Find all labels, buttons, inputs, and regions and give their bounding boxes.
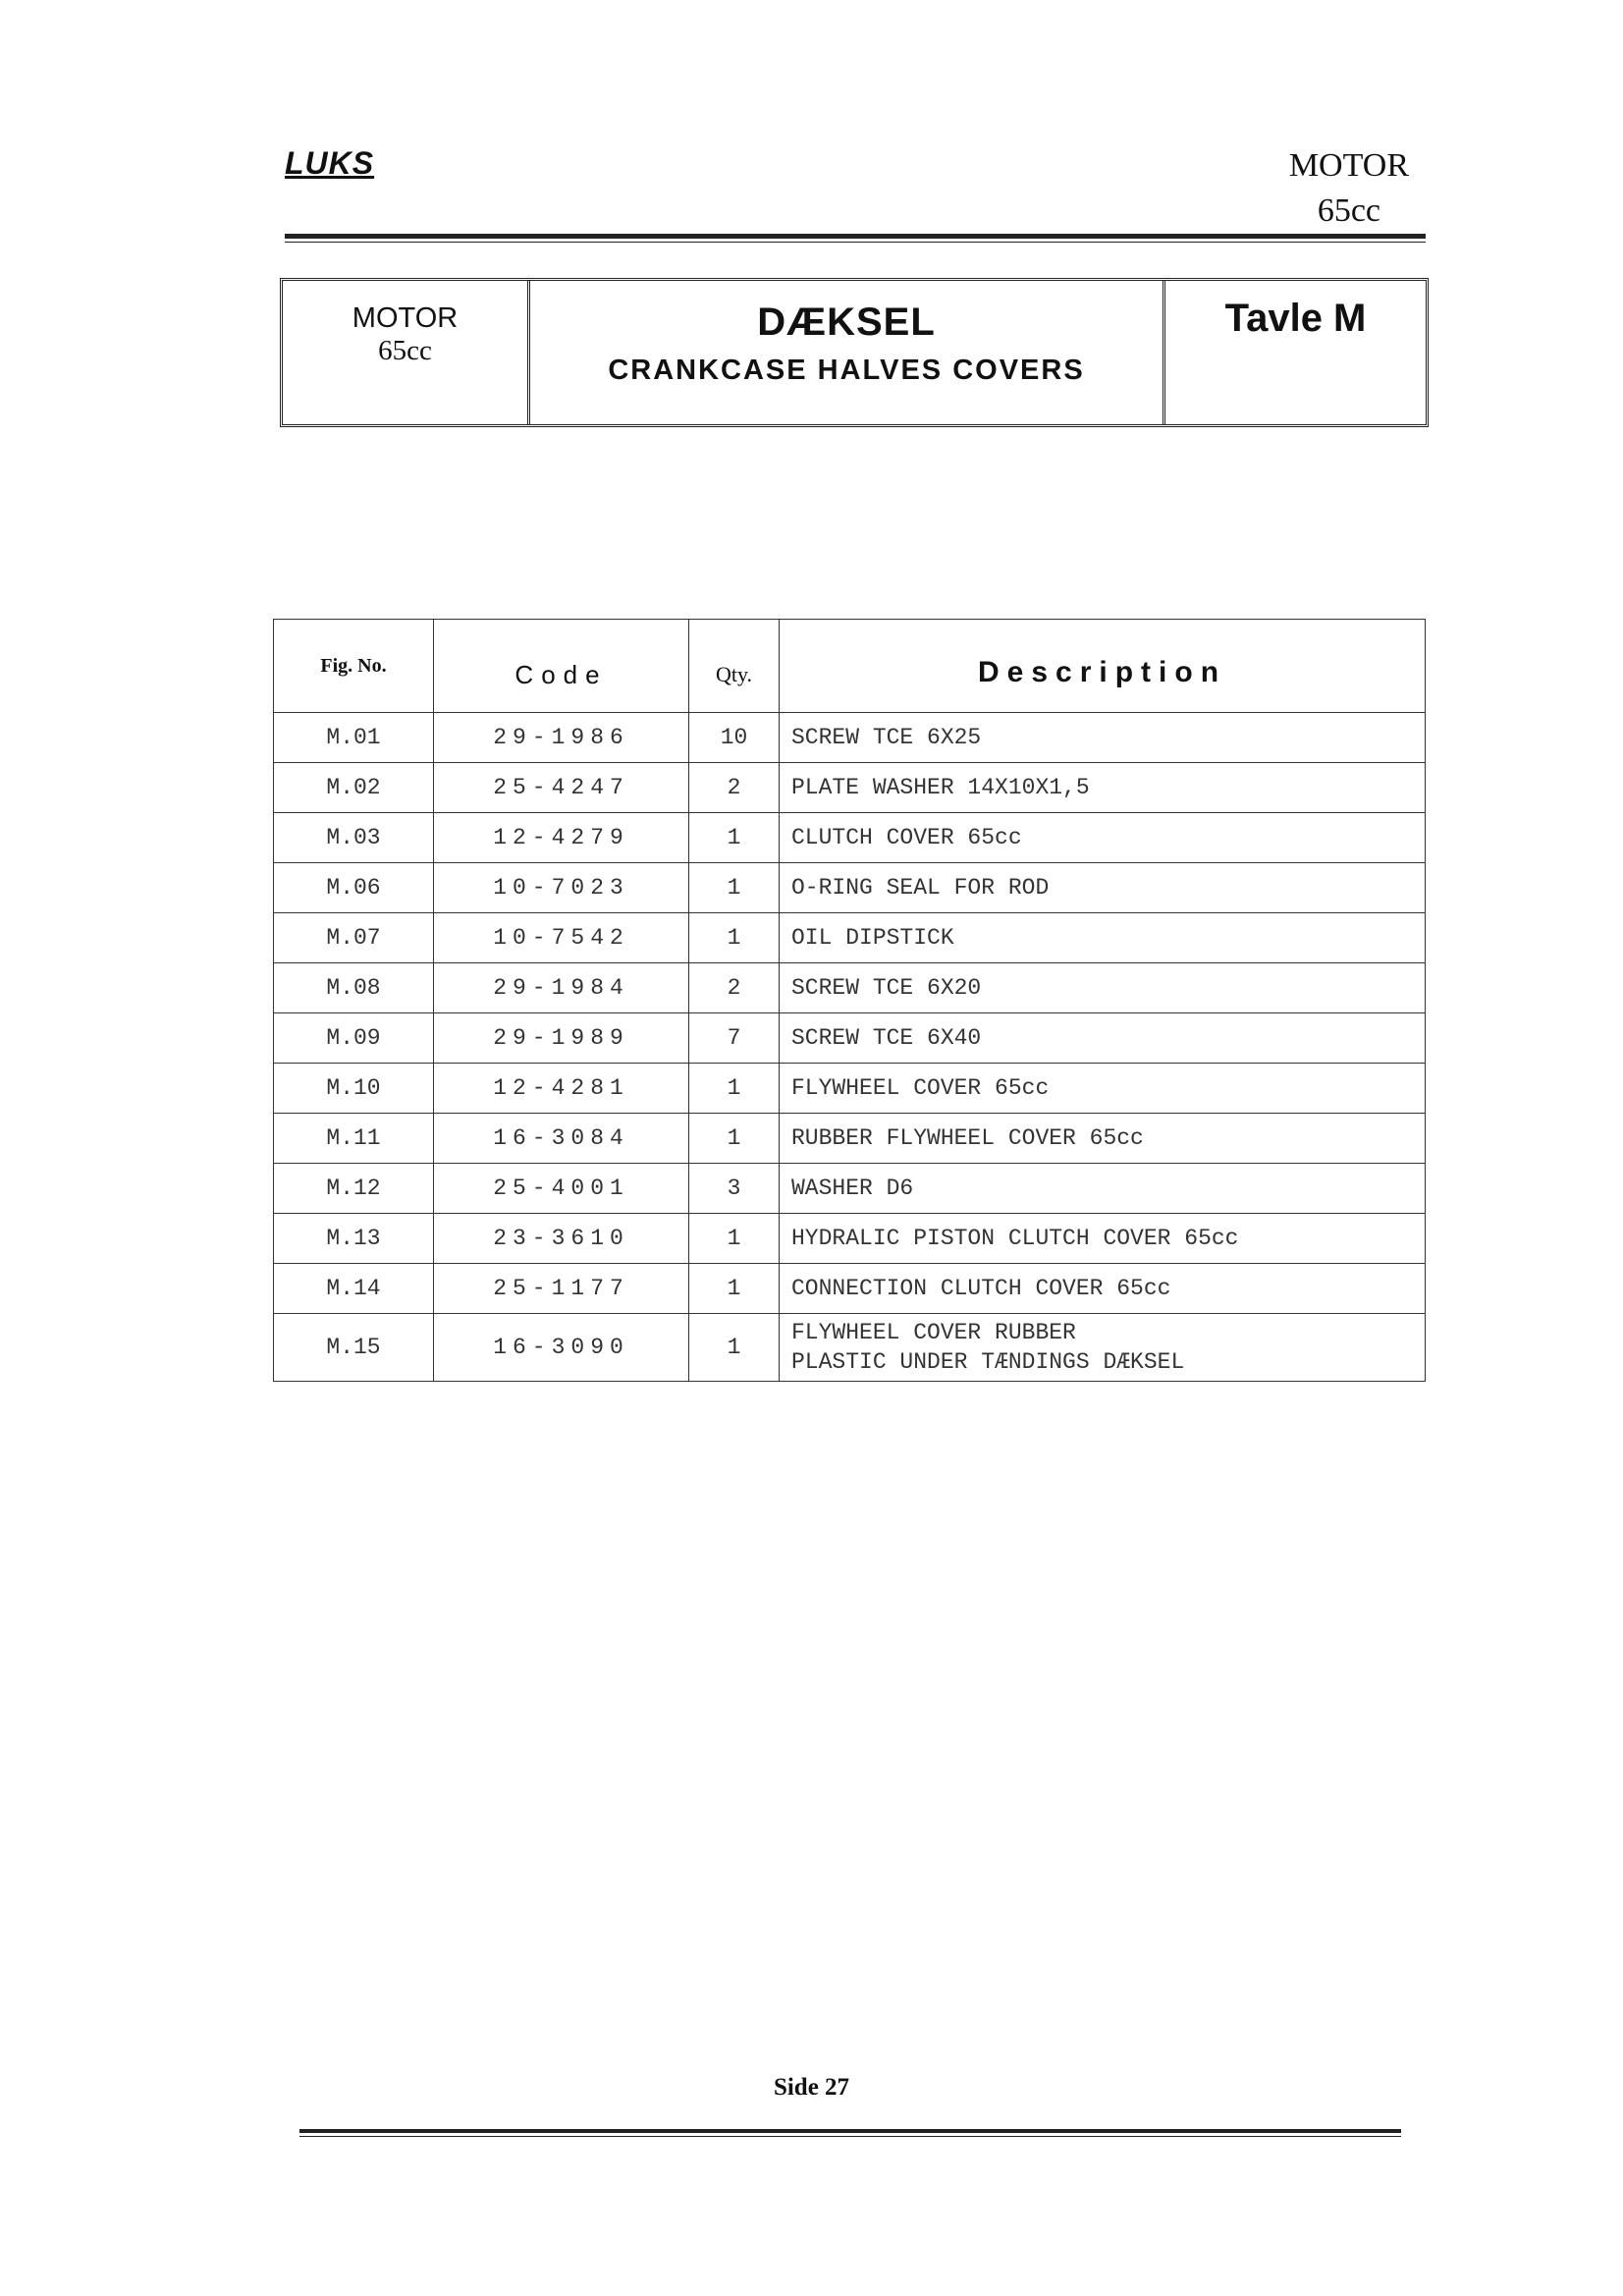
cell-description: O-RING SEAL FOR ROD [780, 863, 1426, 913]
header-description: Description [780, 620, 1426, 713]
cell-code: 12-4281 [434, 1064, 689, 1114]
cell-description: SCREW TCE 6X25 [780, 713, 1426, 763]
header-fig-no: Fig. No. [274, 620, 434, 713]
table-row [274, 1214, 1426, 1264]
cell-code: 29-1986 [434, 713, 689, 763]
table-row [274, 1264, 1426, 1314]
page-title: DÆKSEL [757, 301, 936, 344]
table-row [274, 1013, 1426, 1064]
page-subtitle: CRANKCASE HALVES COVERS [608, 355, 1085, 386]
header-rule [285, 234, 1426, 243]
cell-fig-no: M.07 [274, 913, 434, 963]
title-box-motor [283, 281, 530, 424]
cell-description: OIL DIPSTICK [780, 913, 1426, 963]
cell-fig-no: M.06 [274, 863, 434, 913]
cell-fig-no: M.14 [274, 1264, 434, 1314]
cell-description: CONNECTION CLUTCH COVER 65cc [780, 1264, 1426, 1314]
cell-description: HYDRALIC PISTON CLUTCH COVER 65cc [780, 1214, 1426, 1264]
cell-qty: 2 [689, 963, 780, 1013]
header-section [1289, 143, 1409, 234]
table-row [274, 813, 1426, 863]
title-box-engine-label: 65cc [378, 335, 432, 366]
cell-code: 23-3610 [434, 1214, 689, 1264]
cell-fig-no: M.02 [274, 763, 434, 813]
cell-description: SCREW TCE 6X20 [780, 963, 1426, 1013]
brand-logo: LUKS [285, 145, 375, 181]
table-row [274, 913, 1426, 963]
cell-qty: 1 [689, 913, 780, 963]
plate-label: Tavle M [1224, 297, 1367, 340]
cell-fig-no: M.08 [274, 963, 434, 1013]
cell-fig-no: M.10 [274, 1064, 434, 1114]
title-box-motor-label: MOTOR [352, 302, 459, 334]
table-row [274, 863, 1426, 913]
cell-fig-no: M.03 [274, 813, 434, 863]
cell-fig-no: M.15 [274, 1314, 434, 1382]
cell-fig-no: M.12 [274, 1164, 434, 1214]
cell-fig-no: M.01 [274, 713, 434, 763]
cell-fig-no: M.09 [274, 1013, 434, 1064]
cell-qty: 1 [689, 1214, 780, 1264]
cell-description-line2: PLASTIC UNDER TÆNDINGS DÆKSEL [791, 1349, 1185, 1375]
header-section-label: MOTOR [1288, 147, 1409, 184]
cell-fig-no: M.11 [274, 1114, 434, 1164]
title-box [280, 278, 1429, 427]
cell-description [780, 1314, 1426, 1382]
cell-code: 10-7542 [434, 913, 689, 963]
page-number: Side 27 [773, 2074, 850, 2101]
cell-code: 10-7023 [434, 863, 689, 913]
table-row [274, 713, 1426, 763]
table-row [274, 1164, 1426, 1214]
footer-rule [299, 2129, 1401, 2137]
cell-description: SCREW TCE 6X40 [780, 1013, 1426, 1064]
cell-code: 16-3084 [434, 1114, 689, 1164]
cell-qty: 1 [689, 1064, 780, 1114]
table-row [274, 963, 1426, 1013]
cell-qty: 1 [689, 1114, 780, 1164]
cell-qty: 1 [689, 863, 780, 913]
cell-fig-no: M.13 [274, 1214, 434, 1264]
header-qty: Qty. [689, 620, 780, 713]
parts-table [273, 619, 1426, 1382]
cell-qty: 1 [689, 1314, 780, 1382]
cell-qty: 1 [689, 1264, 780, 1314]
table-header-row [274, 620, 1426, 713]
header-code: Code [434, 620, 689, 713]
cell-qty: 7 [689, 1013, 780, 1064]
table-row [274, 763, 1426, 813]
title-box-title [530, 281, 1165, 424]
cell-code: 12-4279 [434, 813, 689, 863]
cell-qty: 1 [689, 813, 780, 863]
cell-qty: 10 [689, 713, 780, 763]
cell-qty: 2 [689, 763, 780, 813]
table-row [274, 1314, 1426, 1382]
cell-description: PLATE WASHER 14X10X1,5 [780, 763, 1426, 813]
cell-description: FLYWHEEL COVER 65cc [780, 1064, 1426, 1114]
cell-code: 29-1984 [434, 963, 689, 1013]
cell-description: CLUTCH COVER 65cc [780, 813, 1426, 863]
cell-code: 16-3090 [434, 1314, 689, 1382]
table-row [274, 1114, 1426, 1164]
title-box-plate [1165, 281, 1426, 424]
cell-code: 25-1177 [434, 1264, 689, 1314]
cell-qty: 3 [689, 1164, 780, 1214]
table-row [274, 1064, 1426, 1114]
cell-description: RUBBER FLYWHEEL COVER 65cc [780, 1114, 1426, 1164]
cell-description: WASHER D6 [780, 1164, 1426, 1214]
cell-code: 29-1989 [434, 1013, 689, 1064]
cell-code: 25-4247 [434, 763, 689, 813]
header-engine-label: 65cc [1317, 192, 1380, 229]
cell-description-line1: FLYWHEEL COVER RUBBER [791, 1320, 1076, 1345]
cell-code: 25-4001 [434, 1164, 689, 1214]
